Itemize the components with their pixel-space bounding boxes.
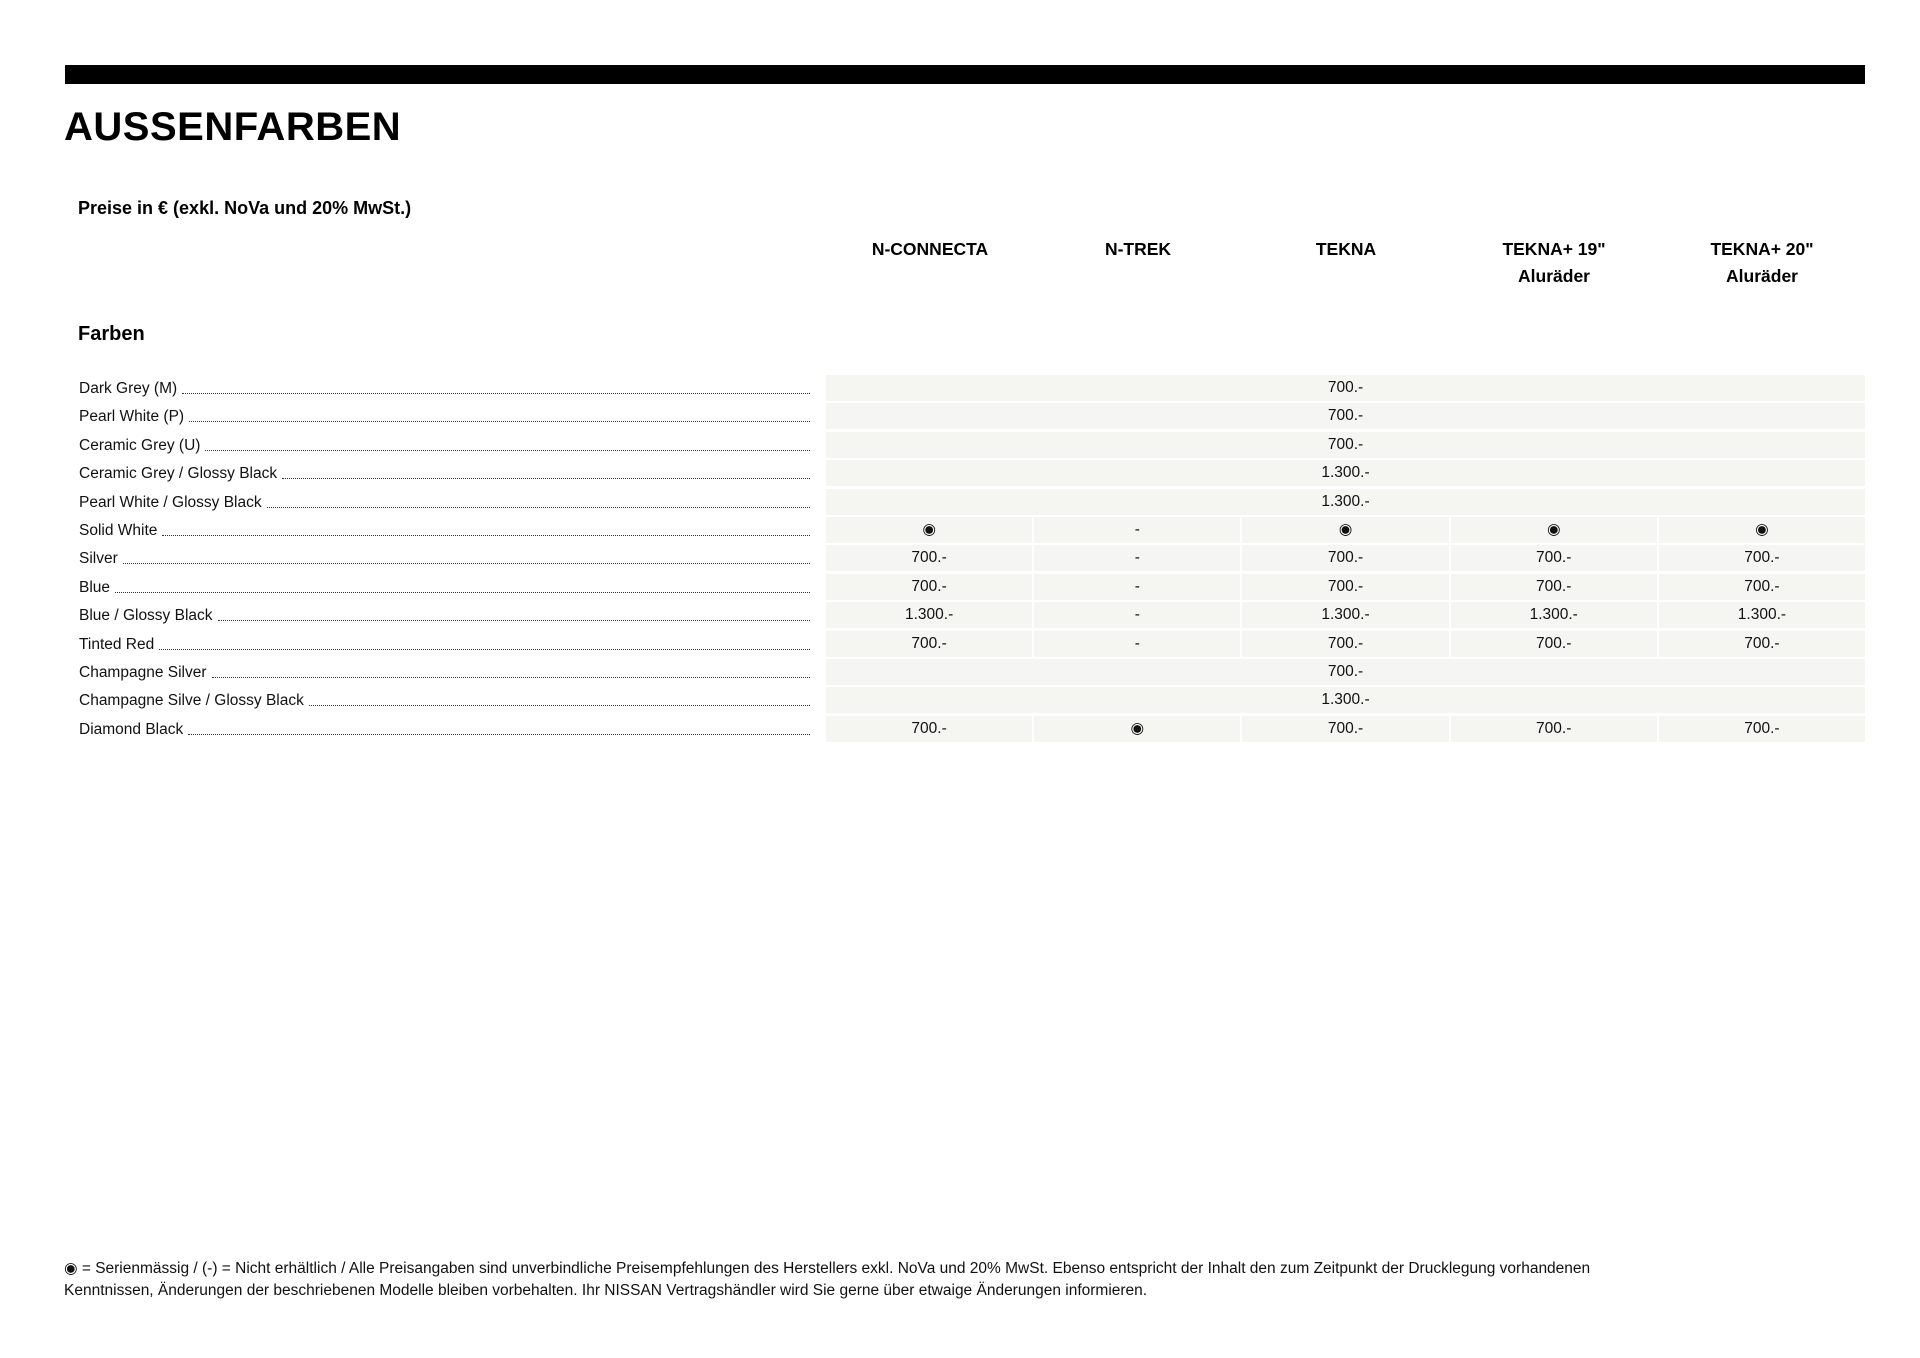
dot-leader <box>212 677 810 678</box>
dot-leader <box>267 507 810 508</box>
table-row <box>79 602 1865 630</box>
price-cell: ◉ <box>1659 517 1865 543</box>
color-name: Champagne Silve / Glossy Black <box>79 692 304 710</box>
column-header-subline: Aluräder <box>1726 266 1798 286</box>
dot-leader <box>189 421 810 422</box>
row-cells <box>826 489 1865 515</box>
row-label <box>79 375 810 403</box>
color-name: Pearl White (P) <box>79 408 185 426</box>
row-cells <box>826 716 1865 742</box>
price-cell: 700.- <box>826 716 1032 742</box>
row-cells <box>826 545 1865 571</box>
price-cell: 1.300.- <box>826 602 1032 628</box>
dot-leader <box>205 450 810 451</box>
price-cell: 700.- <box>1659 716 1865 742</box>
dot-leader <box>309 705 810 706</box>
row-label <box>79 574 810 602</box>
price-cell: ◉ <box>1451 517 1657 543</box>
column-header-subline: Aluräder <box>1518 266 1590 286</box>
table-row <box>79 403 1865 431</box>
color-name: Champagne Silver <box>79 663 207 681</box>
table-row <box>79 687 1865 715</box>
row-label <box>79 602 810 630</box>
price-cell-all-trims: 700.- <box>826 403 1865 429</box>
price-cell: 700.- <box>1659 631 1865 657</box>
price-cell-all-trims: 1.300.- <box>826 460 1865 486</box>
price-cell: 1.300.- <box>1242 602 1448 628</box>
color-name: Silver <box>79 550 118 568</box>
table-row <box>79 716 1865 744</box>
price-cell: 700.- <box>826 574 1032 600</box>
dot-leader <box>188 734 810 735</box>
dot-leader <box>162 535 810 536</box>
color-name: Blue <box>79 578 111 596</box>
row-cells <box>826 574 1865 600</box>
row-cells <box>826 687 1865 713</box>
column-header-tekna-plus-20 <box>1658 236 1866 290</box>
price-cell: - <box>1034 602 1240 628</box>
color-name: Dark Grey (M) <box>79 380 178 397</box>
price-cell: ◉ <box>1242 517 1448 543</box>
price-cell: 700.- <box>1659 574 1865 600</box>
row-cells <box>826 517 1865 543</box>
table-row <box>79 574 1865 602</box>
row-cells <box>826 375 1865 401</box>
column-header-line: N-CONNECTA <box>871 239 989 259</box>
table-row <box>79 631 1865 659</box>
table-row <box>79 659 1865 687</box>
row-cells <box>826 659 1865 685</box>
row-label <box>79 687 810 715</box>
row-label <box>79 716 810 744</box>
column-header-tekna-plus-19 <box>1450 236 1658 290</box>
dot-leader <box>115 592 810 593</box>
color-price-table <box>79 375 1865 744</box>
price-cell-all-trims: 1.300.- <box>826 687 1865 713</box>
price-cell: 700.- <box>1451 574 1657 600</box>
section-title-farben: Farben <box>78 323 145 345</box>
price-cell: 1.300.- <box>1451 602 1657 628</box>
dot-leader <box>123 563 810 564</box>
price-cell: 700.- <box>1242 716 1448 742</box>
price-cell-all-trims: 700.- <box>826 432 1865 458</box>
dot-leader <box>282 478 810 479</box>
price-note: Preise in € (exkl. NoVa und 20% MwSt.) <box>78 198 412 218</box>
price-cell: 700.- <box>826 631 1032 657</box>
column-header-line: TEKNA+ 20" <box>1710 239 1814 259</box>
header-rule <box>65 65 1865 84</box>
column-header-n-trek <box>1034 236 1242 263</box>
row-label <box>79 545 810 573</box>
color-name: Diamond Black <box>79 720 184 738</box>
price-cell: 700.- <box>826 545 1032 571</box>
dot-leader <box>182 393 810 394</box>
row-cells <box>826 631 1865 657</box>
table-row <box>79 545 1865 573</box>
row-cells <box>826 432 1865 458</box>
price-cell: 700.- <box>1451 631 1657 657</box>
table-row <box>79 375 1865 403</box>
color-name: Ceramic Grey (U) <box>79 436 201 454</box>
row-label <box>79 631 810 659</box>
color-name: Ceramic Grey / Glossy Black <box>79 465 278 483</box>
row-label <box>79 403 810 431</box>
row-label <box>79 517 810 545</box>
column-header-line: N-TREK <box>1104 239 1172 259</box>
color-name: Solid White <box>79 521 158 539</box>
row-cells <box>826 460 1865 486</box>
footnote-line: Kenntnissen, Änderungen der beschriebenen Modelle bleiben vorbehalten. Ihr NISSAN Vertragshändler wird Sie gerne über etwaige Änderungen informieren. <box>64 1282 1148 1299</box>
dot-leader <box>159 649 810 650</box>
price-cell-all-trims: 700.- <box>826 659 1865 685</box>
table-row <box>79 489 1865 517</box>
column-header-n-connecta <box>826 236 1034 263</box>
row-label <box>79 489 810 517</box>
price-cell-all-trims: 700.- <box>826 375 1865 401</box>
column-header-line: TEKNA <box>1315 239 1377 259</box>
page-title: AUSSENFARBEN <box>64 105 402 149</box>
price-cell: 700.- <box>1242 574 1448 600</box>
price-cell: ◉ <box>826 517 1032 543</box>
color-name: Blue / Glossy Black <box>79 607 213 625</box>
price-cell: - <box>1034 517 1240 543</box>
color-name: Tinted Red <box>79 635 155 653</box>
row-label <box>79 460 810 488</box>
price-cell: - <box>1034 545 1240 571</box>
price-cell: 700.- <box>1242 631 1448 657</box>
price-cell: 700.- <box>1451 716 1657 742</box>
price-cell: 700.- <box>1451 545 1657 571</box>
row-label <box>79 432 810 460</box>
dot-leader <box>218 620 810 621</box>
price-cell: 700.- <box>1242 545 1448 571</box>
row-cells <box>826 602 1865 628</box>
color-name: Pearl White / Glossy Black <box>79 493 262 511</box>
table-row <box>79 517 1865 545</box>
price-cell: 1.300.- <box>1659 602 1865 628</box>
footnote-line: ◉ = Serienmässig / (-) = Nicht erhältlich / Alle Preisangaben sind unverbindliche Preisempfehlungen des Herstellers exkl. NoVa und 20% MwSt. Ebenso entspricht der Inhalt den zum Zeitpunkt der Drucklegung vorhandenen <box>64 1260 1591 1277</box>
row-label <box>79 659 810 687</box>
price-cell-all-trims: 1.300.- <box>826 489 1865 515</box>
row-cells <box>826 403 1865 429</box>
price-cell: 700.- <box>1659 545 1865 571</box>
footnote <box>64 1258 1854 1302</box>
table-row <box>79 460 1865 488</box>
table-row <box>79 432 1865 460</box>
price-cell: - <box>1034 631 1240 657</box>
column-header-tekna <box>1242 236 1450 263</box>
column-header-line: TEKNA+ 19" <box>1502 239 1606 259</box>
price-cell: - <box>1034 574 1240 600</box>
price-cell: ◉ <box>1034 716 1240 742</box>
